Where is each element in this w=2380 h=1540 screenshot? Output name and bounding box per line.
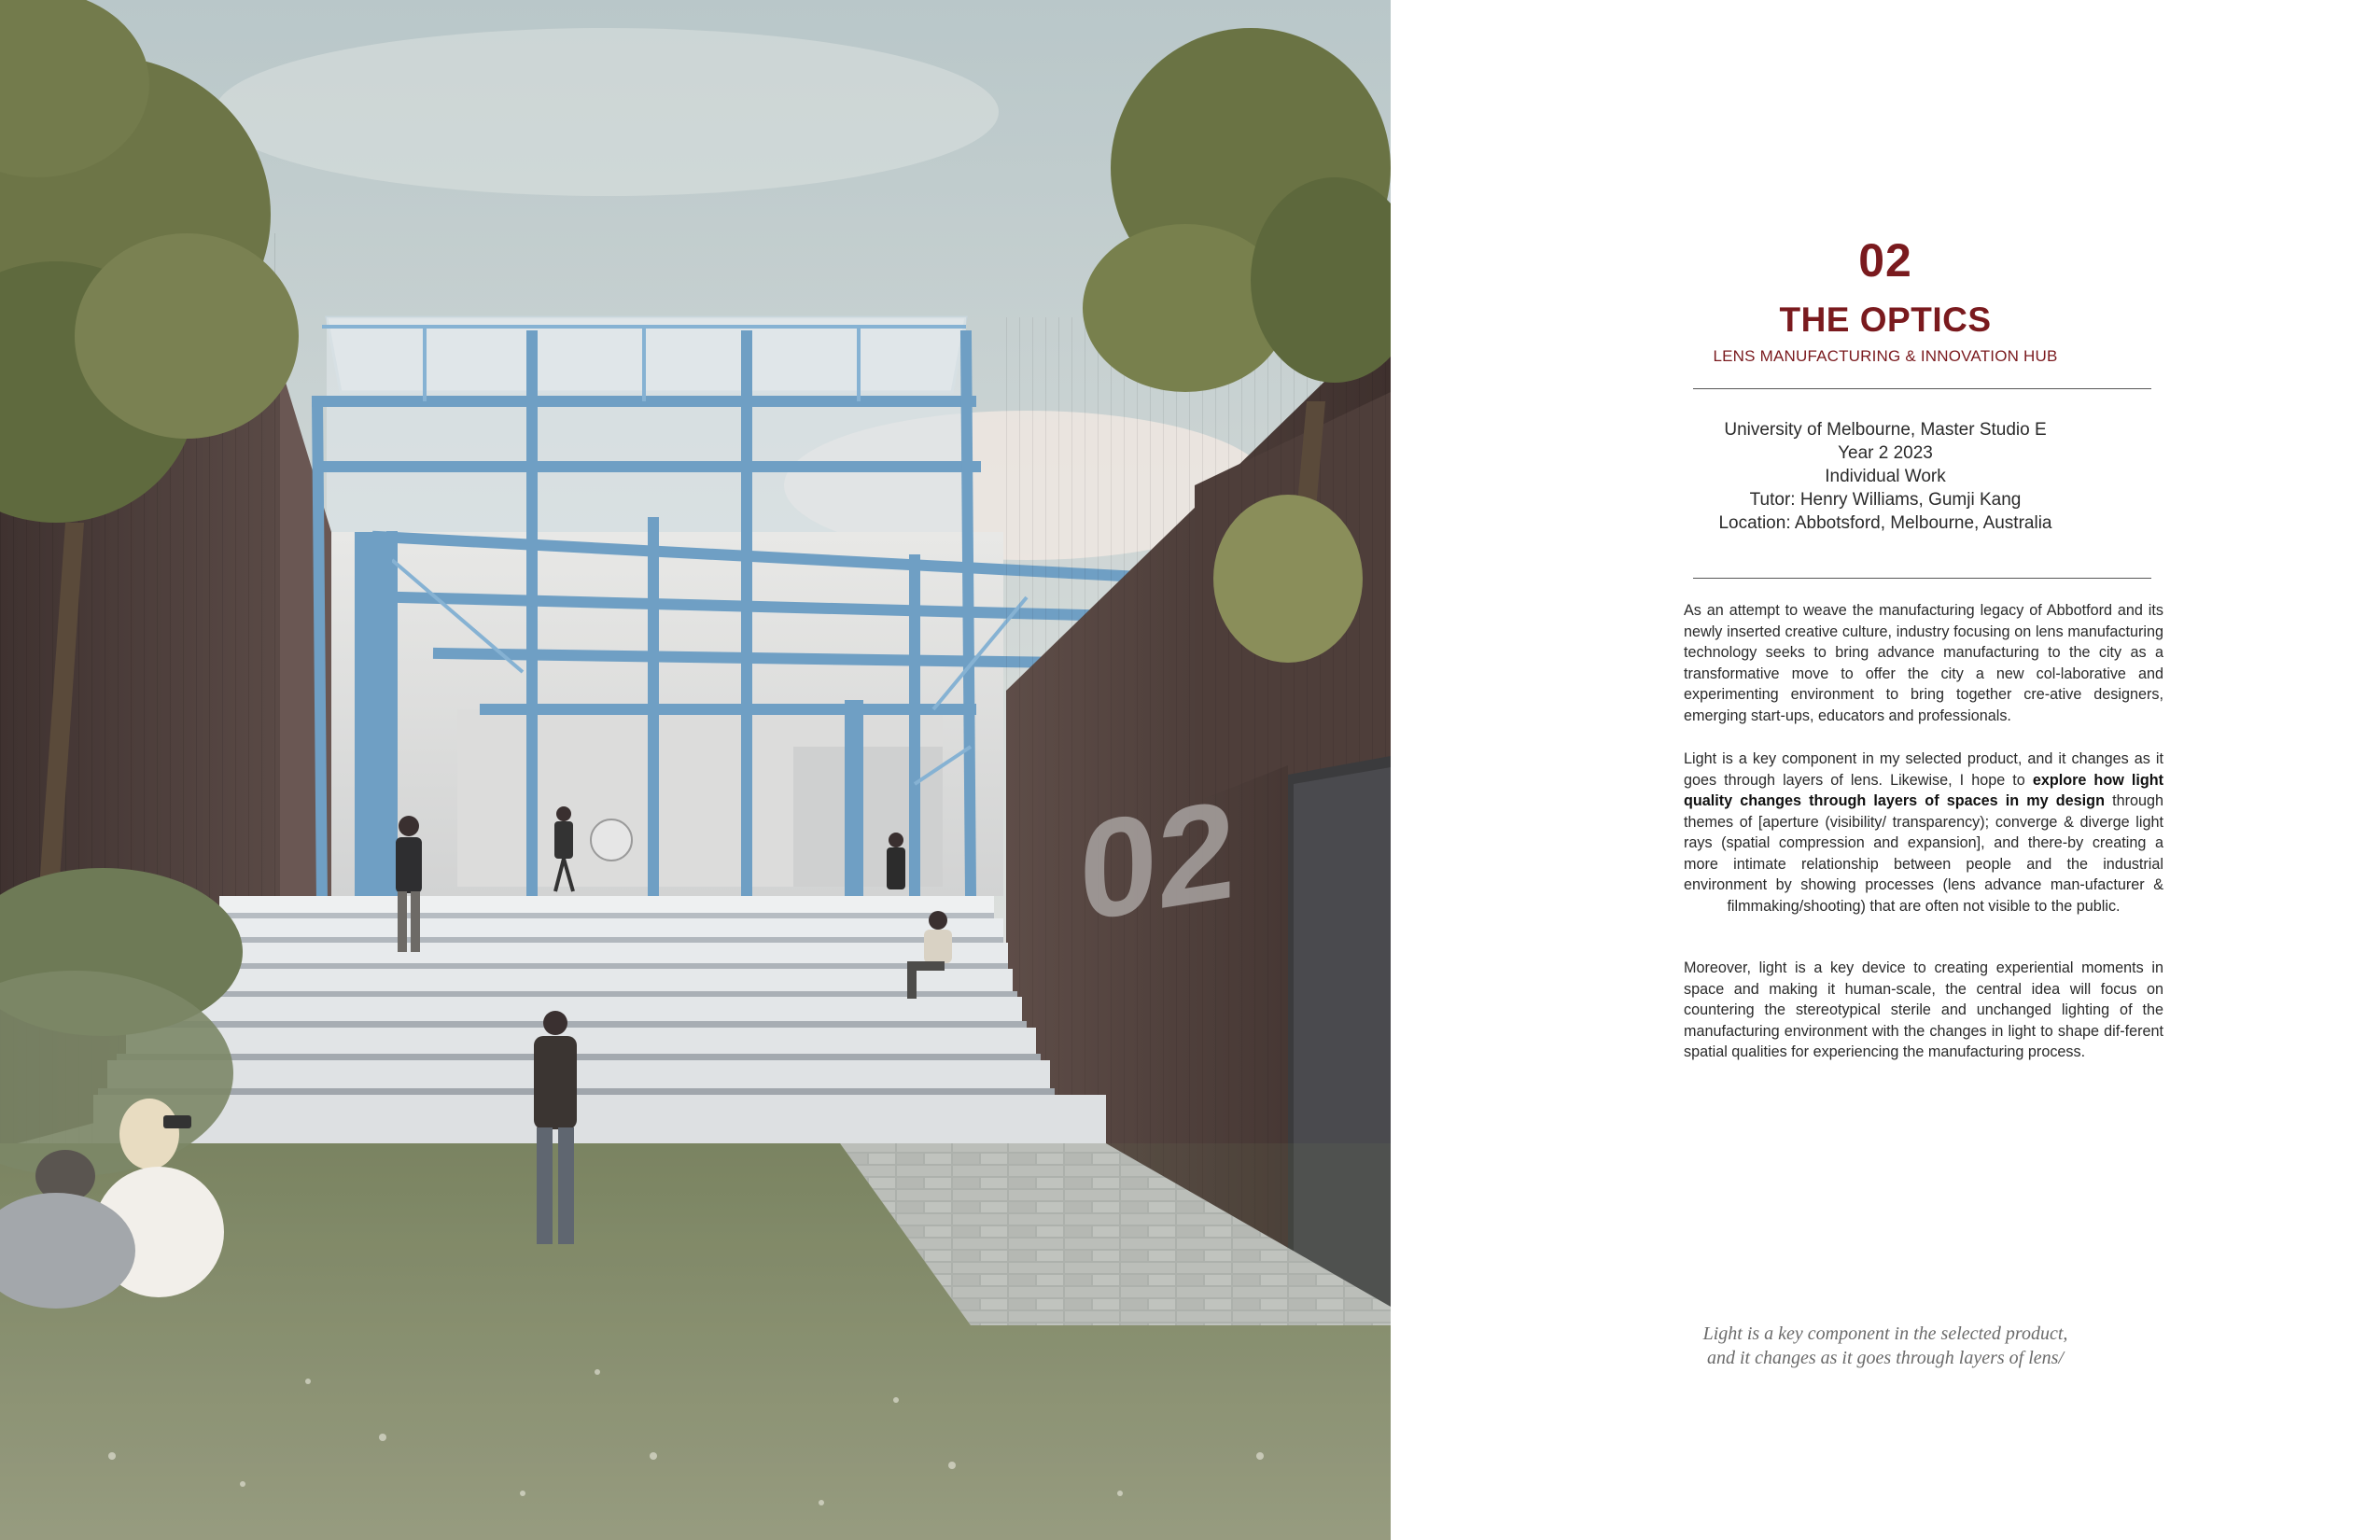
divider-top [1693, 388, 2151, 389]
paragraph-experience: Moreover, light is a key device to creating experiential moments in space and making it human-scale, the central idea will focus on countering the stereotypical sterile and unchanged lighting of the manufacturing environment with the changes in light to shape dif-ferent spatial qualities for experiencing the manufacturing process. [1684, 959, 2163, 1060]
meta-year: Year 2 2023 [1838, 443, 1933, 463]
paragraph-light [1684, 749, 2163, 917]
stairs [93, 896, 1106, 1143]
paragraph-light-end: through themes of [aperture (visibility/ transparency); converge & diverge light rays (spatial compression and expansion], and there-by creating a more intimate relationship between people and the industrial environment by showing processes (lens advance man-ufacturer & filmmaking/shooting) that are often not visible to the public. [1684, 792, 2164, 915]
paragraph-intro: As an attempt to weave the manufacturing legacy of Abbotford and its newly inserted creative culture, industry focusing on lens manufacturing technology seeks to bring advance manufacturing to the city as a transformative move to offer the city a new col-laborative and experimenting environment to bring together cre-ative designers, emerging start-ups, educators and professionals. [1684, 602, 2163, 724]
paragraph-light-start: Light is a key component in my selected product, and it changes as it goes through layers of lens. Likewise, I hope to [1684, 750, 2163, 789]
caption-line-2: and it changes as it goes through layers of lens/ [1706, 1348, 2064, 1368]
divider-bottom [1693, 578, 2151, 579]
meta-location: Location: Abbotsford, Melbourne, Australia [1718, 513, 2052, 533]
project-number: 02 [1858, 234, 1912, 287]
caption-line-1: Light is a key component in the selected product, [1702, 1323, 2068, 1344]
project-title: THE OPTICS [1779, 301, 1992, 339]
image-caption [1391, 1322, 2380, 1370]
meta-work-type: Individual Work [1825, 467, 1946, 486]
project-subtitle: LENS MANUFACTURING & INNOVATION HUB [1713, 347, 2058, 365]
meta-tutor: Tutor: Henry Williams, Gumji Kang [1749, 490, 2022, 510]
meta-university: University of Melbourne, Master Studio E [1724, 420, 2047, 440]
paragraph-light-emphasis: explore how light quality changes through layers of spaces in my design [1684, 771, 2163, 809]
wall-number: 02 [1079, 769, 1236, 951]
text-page [1391, 0, 2380, 1540]
project-meta [1391, 418, 2380, 535]
